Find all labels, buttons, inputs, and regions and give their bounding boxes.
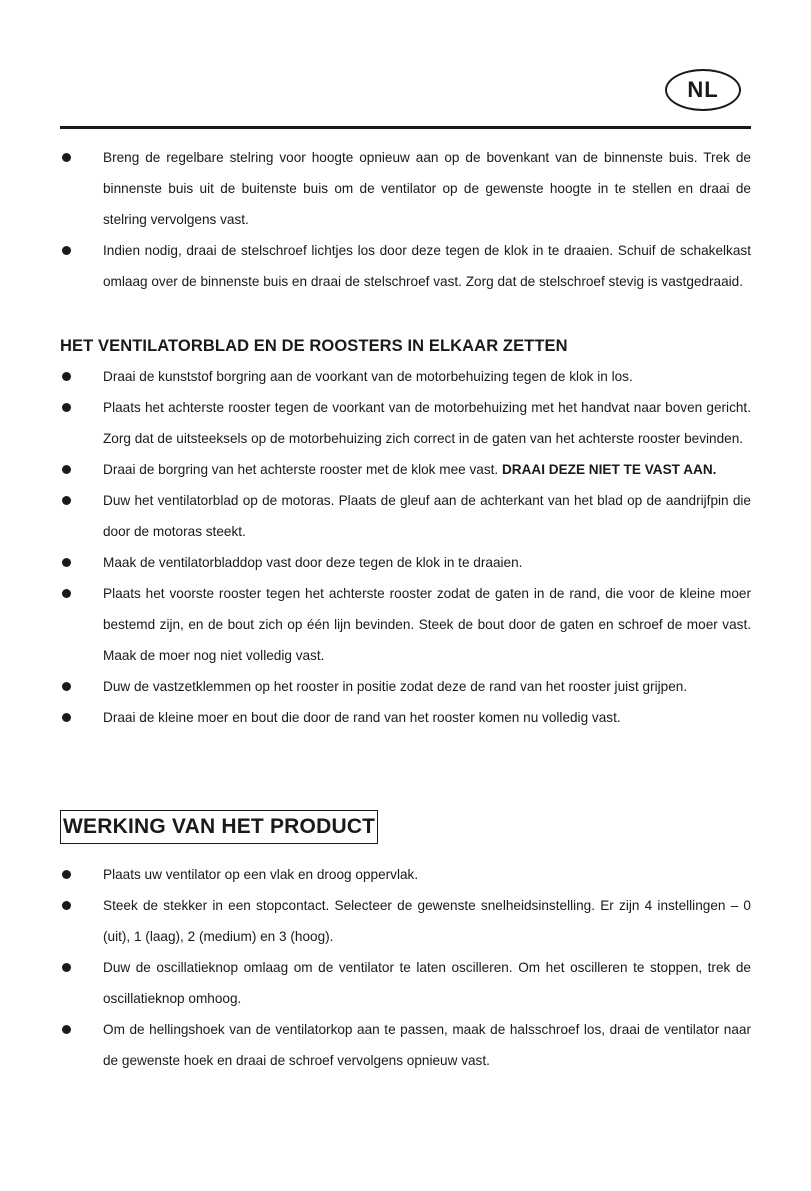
list-item-text: Draai de kunststof borgring aan de voorkant van de motorbehuizing tegen de klok in los. xyxy=(103,369,633,384)
bullet-icon xyxy=(62,465,71,474)
list-item xyxy=(60,1014,751,1076)
blade-section xyxy=(60,335,751,357)
assembly-list xyxy=(60,142,751,297)
list-item xyxy=(60,547,751,578)
bullet-icon xyxy=(62,963,71,972)
bullet-icon xyxy=(62,1025,71,1034)
list-item xyxy=(60,361,751,392)
list-item-text: Plaats uw ventilator op een vlak en droog oppervlak. xyxy=(103,867,419,882)
list-item-text: Duw de vastzetklemmen op het rooster in positie zodat deze de rand van het rooster juist grijpen. xyxy=(103,679,688,694)
bullet-icon xyxy=(62,403,71,412)
bullet-icon xyxy=(62,246,71,255)
list-item xyxy=(60,859,751,890)
operation-heading: WERKING VAN HET PRODUCT xyxy=(60,810,378,844)
assembly-instructions xyxy=(60,142,751,297)
operation-instructions xyxy=(60,859,751,1076)
bullet-icon xyxy=(62,372,71,381)
list-item xyxy=(60,952,751,1014)
list-item xyxy=(60,578,751,671)
list-item-text: Plaats het voorste rooster tegen het achterste rooster zodat de gaten in de rand, die voor de kleine moer bestemd zijn, en de bout zich op één lijn bevinden. Steek de bout door de gaten en schroef de moer vast. Maak de moer nog niet volledig vast. xyxy=(103,586,751,663)
section-heading: HET VENTILATORBLAD EN DE ROOSTERS IN ELKAAR ZETTEN xyxy=(60,337,568,355)
list-item xyxy=(60,485,751,547)
bullet-icon xyxy=(62,153,71,162)
list-item xyxy=(60,702,751,733)
list-item-text: Steek de stekker in een stopcontact. Selecteer de gewenste snelheidsinstelling. Er zijn 4 instellingen – 0 (uit), 1 (laag), 2 (medium) en 3 (hoog). xyxy=(103,898,751,944)
header-divider xyxy=(60,126,751,129)
list-item-text: Maak de ventilatorbladdop vast door deze tegen de klok in te draaien. xyxy=(103,555,523,570)
bullet-icon xyxy=(62,682,71,691)
list-item xyxy=(60,392,751,454)
bullet-icon xyxy=(62,589,71,598)
operation-list xyxy=(60,859,751,1076)
warning-text: DRAAI DEZE NIET TE VAST AAN. xyxy=(501,462,717,477)
list-item-text: Plaats het achterste rooster tegen de voorkant van de motorbehuizing met het handvat naar boven gericht. Zorg dat de uitsteeksels op de motorbehuizing zich correct in de gaten van het achterste rooster bevinden. xyxy=(103,400,751,446)
bullet-icon xyxy=(62,901,71,910)
language-badge: NL xyxy=(665,69,741,111)
list-item-text: Om de hellingshoek van de ventilatorkop aan te passen, maak de halsschroef los, draai de ventilator naar de gewenste hoek en draai de schroef vervolgens opnieuw vast. xyxy=(103,1022,751,1068)
list-item-text: Draai de kleine moer en bout die door de rand van het rooster komen nu volledig vast. xyxy=(103,710,621,725)
bullet-icon xyxy=(62,713,71,722)
bullet-icon xyxy=(62,558,71,567)
bullet-icon xyxy=(62,870,71,879)
list-item xyxy=(60,142,751,235)
list-item-text: Duw het ventilatorblad op de motoras. Plaats de gleuf aan de achterkant van het blad op de aandrijfpin die door de motoras steekt. xyxy=(103,493,751,539)
list-item xyxy=(60,671,751,702)
blade-list xyxy=(60,361,751,733)
list-item-text: Duw de oscillatieknop omlaag om de ventilator te laten oscilleren. Om het oscilleren te stoppen, trek de oscillatieknop omhoog. xyxy=(103,960,751,1006)
list-item xyxy=(60,890,751,952)
list-item-text: Indien nodig, draai de stelschroef lichtjes los door deze tegen de klok in te draaien. Schuif de schakelkast omlaag over de binnenste buis en draai de stelschroef vast. Zorg dat de stelschroef stevig is vastgedraaid. xyxy=(103,243,751,289)
list-item xyxy=(60,454,751,485)
bullet-icon xyxy=(62,496,71,505)
list-item-text: Breng de regelbare stelring voor hoogte opnieuw aan op de bovenkant van de binnenste buis. Trek de binnenste buis uit de buitenste buis om de ventilator op de gewenste hoogte in te stellen en draai de stelring vervolgens vast. xyxy=(103,150,751,227)
list-item xyxy=(60,235,751,297)
list-item-text: Draai de borgring van het achterste rooster met de klok mee vast. xyxy=(103,462,502,477)
blade-instructions xyxy=(60,361,751,733)
